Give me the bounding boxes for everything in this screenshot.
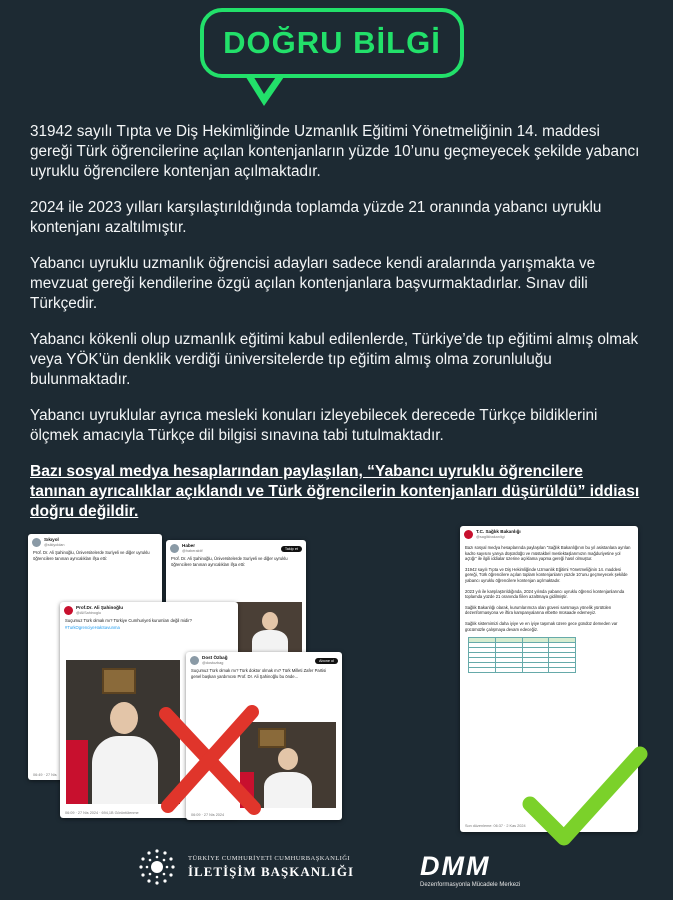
verdict-badge xyxy=(200,8,472,104)
post-author: Dost Özbağ xyxy=(202,655,228,660)
avatar xyxy=(64,606,73,615)
post-handle: @haberaktif xyxy=(182,549,203,553)
paragraph-5: Yabancı uyruklular ayrıca mesleki konuları izleyebilecek derecede Türkçe bildiklerini ölçmek amacıyla Türkçe dil bilgisi sınavına tabi tutulmaktadır. xyxy=(30,407,598,444)
avatar xyxy=(32,538,41,547)
post-author: Haber xyxy=(182,543,196,548)
org-name: İLETİŞİM BAŞKANLIĞI xyxy=(188,863,355,879)
avatar xyxy=(170,544,179,553)
paragraph-2: 2024 ile 2023 yılları karşılaştırıldığında toplamda yüzde 21 oranında yabancı uyruklu kontenjanı azaltılmıştır. xyxy=(30,199,602,236)
post-meta: 06:09 · 27 Nis 2024 xyxy=(191,813,225,817)
post-text: Prof. Dr. Ali Şahinoğlu, Üniversitelerde Suriyeli ve diğer uyruklu öğrencilere tanınan ayrıcalıkları ifşa etti: xyxy=(171,556,288,567)
post-line-4: Sağlık Bakanlığı olarak, kurumlarımıza olan güveni sarsmaya yönelik yürütülen dezenformasyona ve iftira kampanyalarına elbette müsaade edemeyiz. xyxy=(465,604,612,616)
false-cross-icon xyxy=(150,700,270,820)
avatar xyxy=(464,530,473,539)
post-hashtags[interactable]: #TurkOgrenciyeHakSavunma xyxy=(65,624,120,630)
org-subtitle: TÜRKİYE CUMHURİYETİ CUMHURBAŞKANLIĞI xyxy=(188,854,351,862)
true-check-icon xyxy=(520,744,650,850)
dmm-logo-text: DMM xyxy=(420,851,491,881)
post-author: Prof.Dr. Ali Şahinoğlu xyxy=(76,605,124,610)
post-handle: @AliSahinoglu xyxy=(76,611,101,615)
paragraph-3: Yabancı uyruklu uzmanlık öğrencisi adayları sadece kendi aralarında yarışmakta ve mevzuat gereği kendilerine özgü açılan kontenjanlara başvurmaktadırlar. Sınav dili Türkçedir. xyxy=(30,255,596,312)
post-line-5: Sağlık sistemimizi daha iyiye ve en iyiye taşımak üzere gece gündüz demeden var gücümüzle çalışmaya devam edeceğiz. xyxy=(465,620,618,632)
post-text: Suçumuz Türk olmak mı? Türk doktor olmak mı? Türk Milleti Zafer Partisi genel başkan yardımcısı Prof. Dr. Ali Şahinoğlu bu önde... xyxy=(191,668,327,679)
post-handle: @dostozbag xyxy=(202,661,224,665)
iletisim-logo xyxy=(136,846,354,888)
post-author: T.C. Sağlık Bakanlığı xyxy=(476,529,521,534)
paragraph-1: 31942 sayılı Tıpta ve Diş Hekimliğinde Uzmanlık Eğitimi Yönetmeliğinin 14. maddesi gereği Türk öğrencilerine açılan kontenjanların yüzde 10’unu geçmeyecek şekilde yabancı uyruklu öğrencilere kontenjan açılmaktadır. xyxy=(30,123,640,180)
paragraph-4: Yabancı kökenli olup uzmanlık eğitimi kabul edilenlerde, Türkiye’de tıp eğitimi almış olmak veya YÖK’ün denklik verdiği üniversitelerde tıp eğitim almış olma zorunluluğu bulunmaktadır. xyxy=(30,331,639,388)
post-author: Sıkıyol xyxy=(44,537,59,542)
post-handle: @saglikbakanligi xyxy=(476,535,505,539)
post-meta: Son düzenleme: 06:37 · 2 Kas 2024 xyxy=(465,824,526,828)
dmm-subtitle: Dezenformasyonla Mücadele Merkezi xyxy=(420,882,521,888)
post-line-3: 2023 yılı ile karşılaştırıldığında, 2024 yılında yabancı uyruklu öğrenci kontenjanlarında toplamda yüzde 21 oranında fiilen azaltmaya gidilmiştir. xyxy=(465,588,625,600)
presidency-emblem-icon xyxy=(136,846,178,888)
post-line-2: 31942 sayılı Tıpta ve Diş Hekimliğinde Uzmanlık Eğitimi Yönetmeliğinin 14. maddesi gereği, Türk öğrencilere açılan toplam kontenjanların yüzde 10’unu geçmeyecek şekilde yabancı uyruklu öğrencilere kontenjan açılmaktadır. xyxy=(465,566,628,583)
avatar xyxy=(190,656,199,665)
post-text: Prof. Dr. Ali Şahinoğlu, Üniversitelerde Suriyeli ve diğer uyruklu öğrencilere tanınan ayrıcalıkları ifşa etti: xyxy=(33,550,150,561)
follow-button[interactable]: Takip et xyxy=(281,546,302,552)
post-handle: @sikiyoldan xyxy=(44,543,65,547)
post-meta: 06:09 · 27 Nis 2024 · 694,1B Görüntülenme xyxy=(65,811,139,815)
dmm-logo xyxy=(420,853,554,888)
badge-title: DOĞRU BİLGİ xyxy=(223,25,441,60)
quota-table xyxy=(468,637,576,673)
badge-frame xyxy=(200,8,464,78)
subscribe-button[interactable]: Abone ol xyxy=(315,658,338,664)
post-meta: 06:49 · 27 Nis xyxy=(33,773,57,777)
post-text: Suçumuz Türk olmak mı? Türkiye Cumhuriyeti kurumları değil midir? xyxy=(65,618,192,623)
fact-check-text xyxy=(30,122,640,522)
claim-statement: Bazı sosyal medya hesaplarından paylaşılan, “Yabancı uyruklu öğrencilere tanınan ayrıcalıklar açıklandı ve Türk öğrencilerin kontenjanları düşürüldü” iddiası doğru değildir. xyxy=(30,463,640,520)
post-line-1: Bazı sosyal medya hesaplarında paylaşılan “Sağlık Bakanlığının bu yıl asistanlara ayrılan kadro sayısını yarıya düşürdüğü ve müstakbel meslektaşlarımızın mağduriyetine yol açtığı” ile ilgili iddialar üzerine açıklama yapma gereği hasıl olmuştur. xyxy=(465,545,631,562)
